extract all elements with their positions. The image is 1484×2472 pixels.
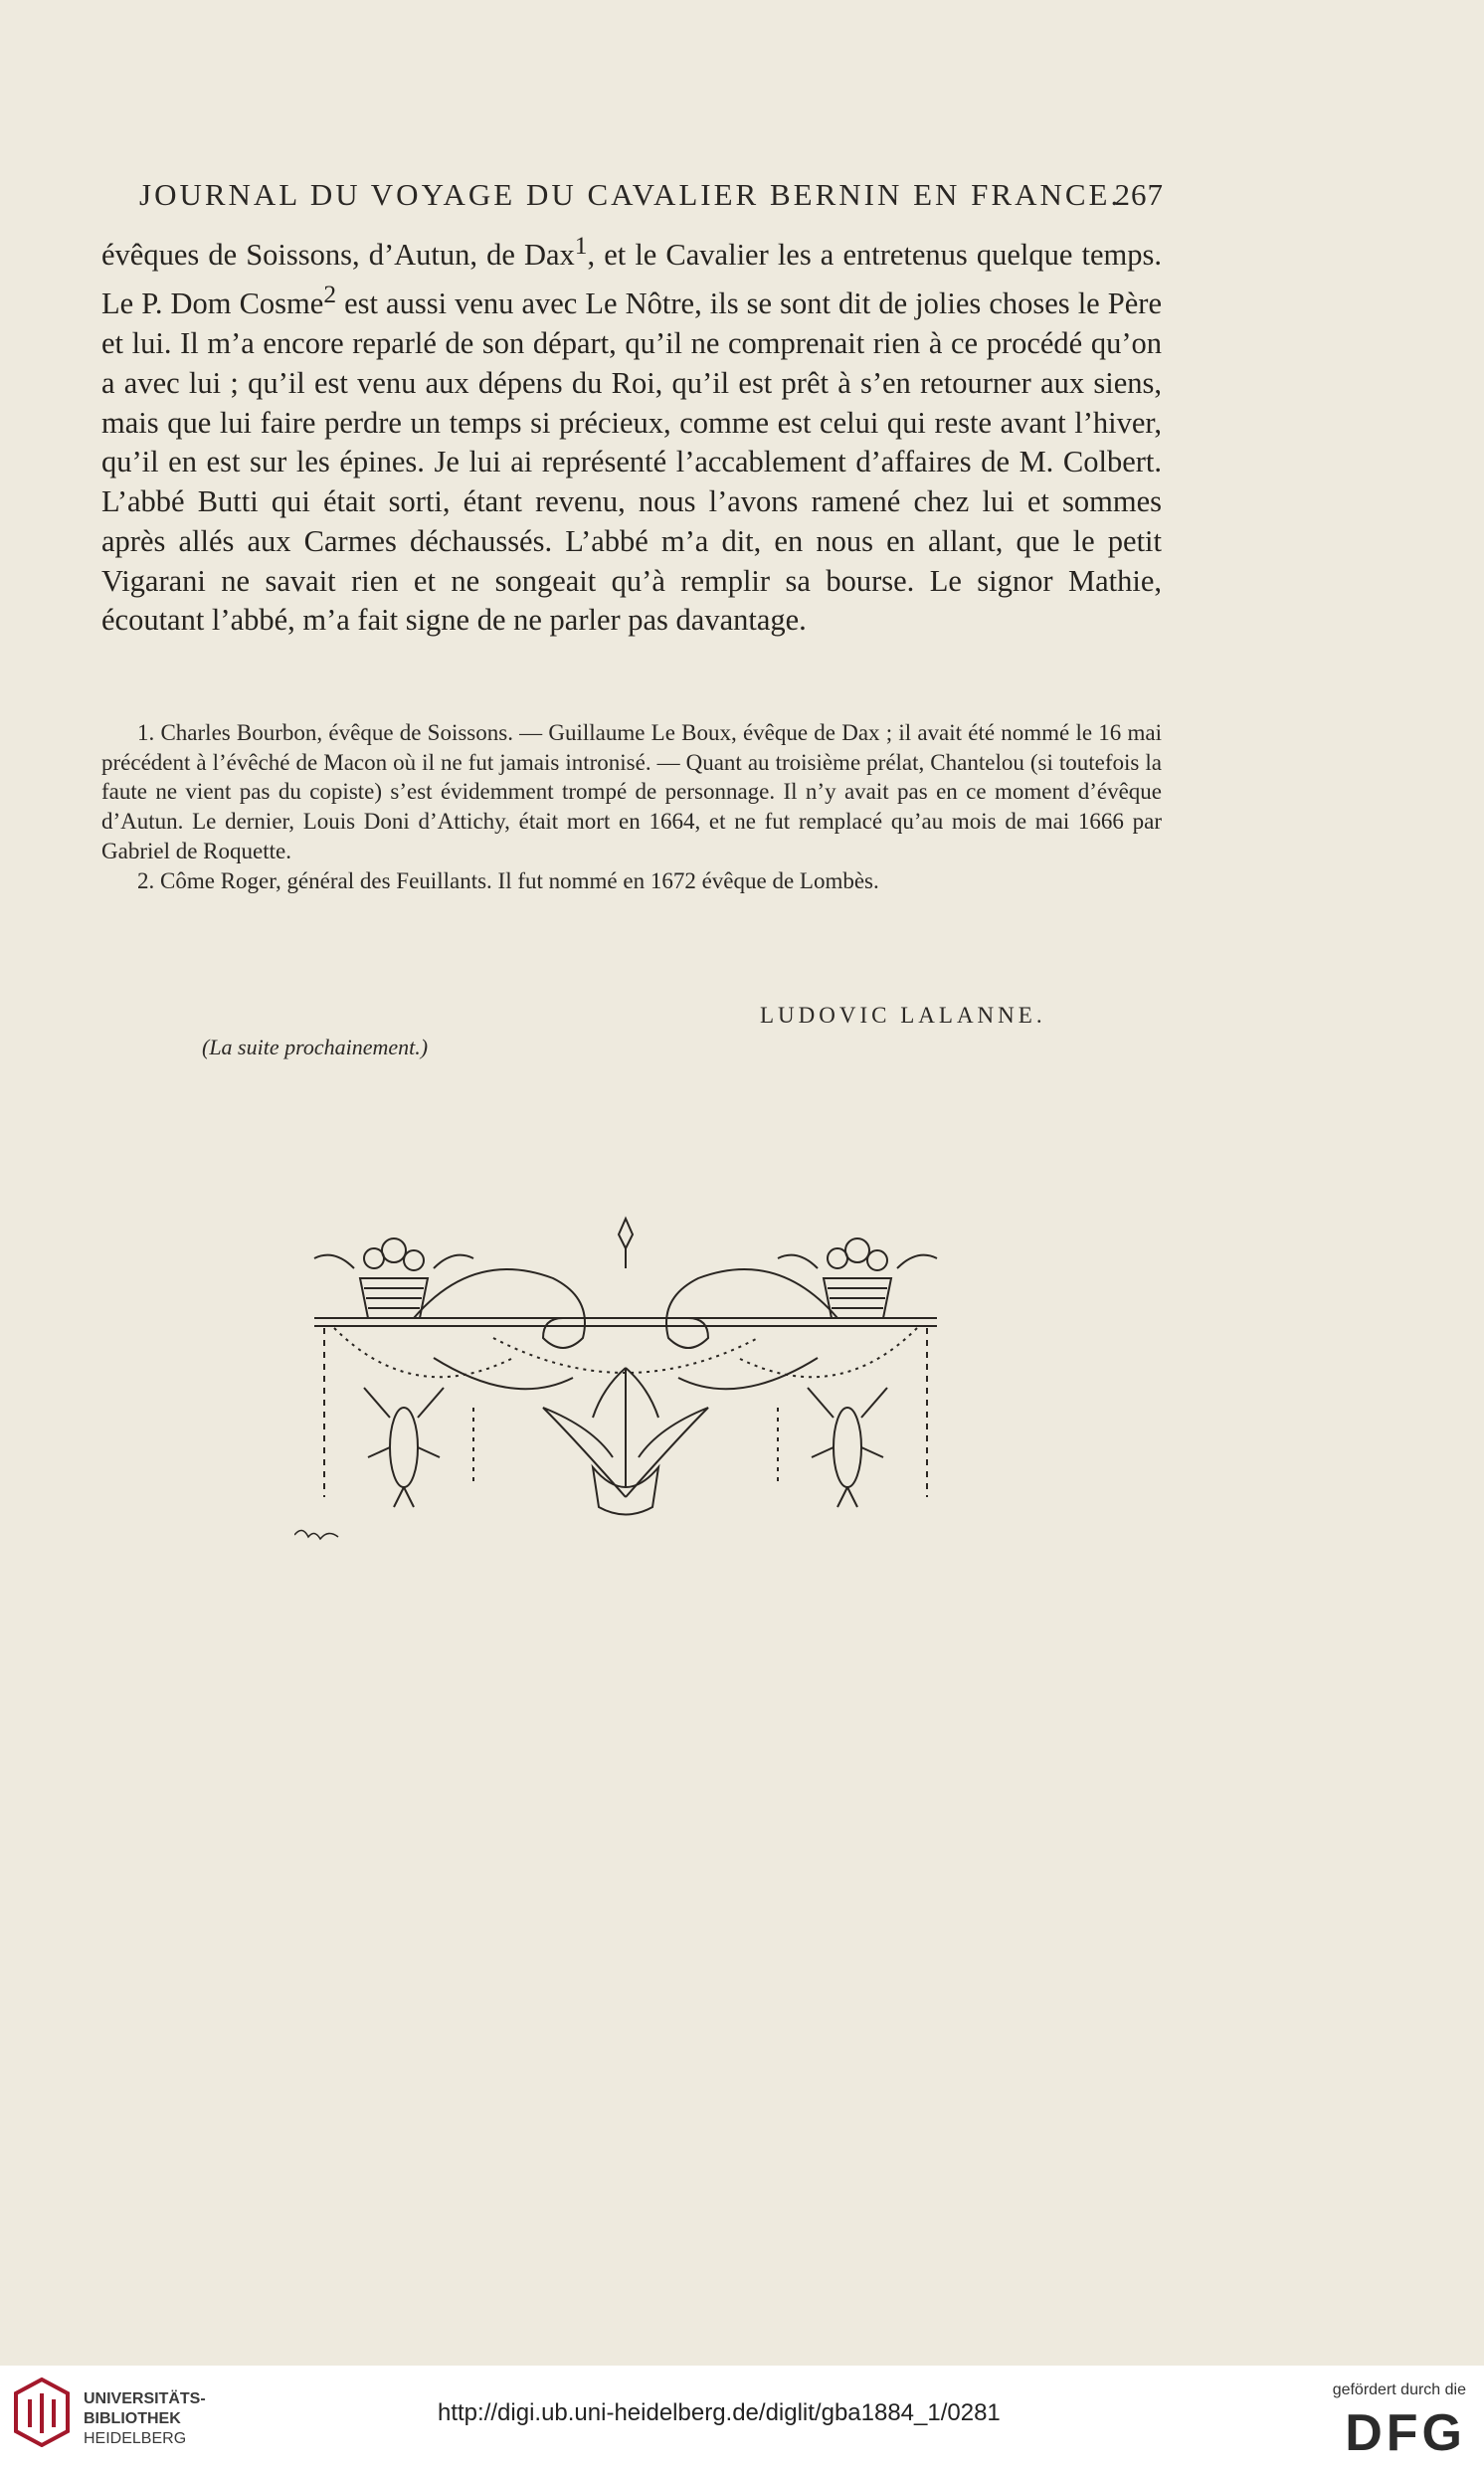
library-name bbox=[84, 2389, 206, 2449]
footnote-2: 2. Côme Roger, général des Feuillants. Il fut nommé en 1672 évêque de Lombès. bbox=[137, 867, 879, 893]
footer-bar bbox=[0, 2366, 1484, 2472]
body-paragraph: évêques de Soissons, d’Autun, de Dax$^1$, et le Cavalier les a entretenus quelque temps. Le P. Dom Cosme$^2$ est aussi venu avec Le Nôtre, ils se sont dit de jolies choses le Père et lui. Il m’a encore reparlé de son départ, qu’il ne comprenait rien à ce procédé qu’on a avec lui ; qu’il est venu aux dépens du Roi, qu’il est prêt à s’en retourner aux siens, mais que lui faire perdre un temps si précieux, comme est celui qui reste avant l’hiver, qu’il en est sur les épines. Je lui ai représenté l’accablement d’affaires de M. Colbert. L’abbé Butti qui était sorti, étant revenu, nous l’avons ramené chez lui et sommes après allés aux Carmes déchaussés. L’abbé m’a dit, en nous en allant, que le petit Vigarani ne savait rien et ne songeait qu’à remplir sa bourse. Le signor Mathie, écoutant l’abbé, m’a fait signe de ne parler pas davantage. bbox=[101, 232, 1162, 638]
body-text bbox=[101, 227, 1162, 641]
footnotes bbox=[101, 718, 1162, 895]
decorative-ornament bbox=[294, 1209, 957, 1552]
library-logo-icon bbox=[14, 2377, 70, 2447]
page-number: 267 bbox=[1114, 177, 1164, 212]
funding-caption: gefördert durch die bbox=[1332, 2381, 1466, 2398]
library-name-line1: UNIVERSITÄTS- bbox=[84, 2390, 206, 2407]
running-head bbox=[139, 171, 1164, 221]
permalink-url[interactable]: http://digi.ub.uni-heidelberg.de/diglit/gba1884_1/0281 bbox=[438, 2399, 1001, 2426]
library-name-line3: HEIDELBERG bbox=[84, 2430, 187, 2447]
author-signature: LUDOVIC LALANNE. bbox=[760, 1003, 1046, 1028]
library-name-line2: BIBLIOTHEK bbox=[84, 2410, 181, 2427]
dfg-logo: DFG bbox=[1345, 2404, 1466, 2462]
continuation-note: (La suite prochainement.) bbox=[202, 1035, 429, 1059]
running-title: JOURNAL DU VOYAGE DU CAVALIER BERNIN EN FRANCE. bbox=[139, 177, 1122, 212]
footnote-1: 1. Charles Bourbon, évêque de Soissons. — Guillaume Le Boux, évêque de Dax ; il avait été nommé le 16 mai précédent à l’évêché de Macon où il ne fut jamais intronisé. — Quant au troisième prélat, Chantelou (si toutefois la faute ne vient pas du copiste) s’est évidemment trompé de personnage. Il n’y avait pas en ce moment d’évêque d’Autun. Le dernier, Louis Doni d’Attichy, était mort en 1664, et ne fut remplacé qu’au mois de mai 1666 par Gabriel de Roquette. bbox=[101, 720, 1162, 863]
